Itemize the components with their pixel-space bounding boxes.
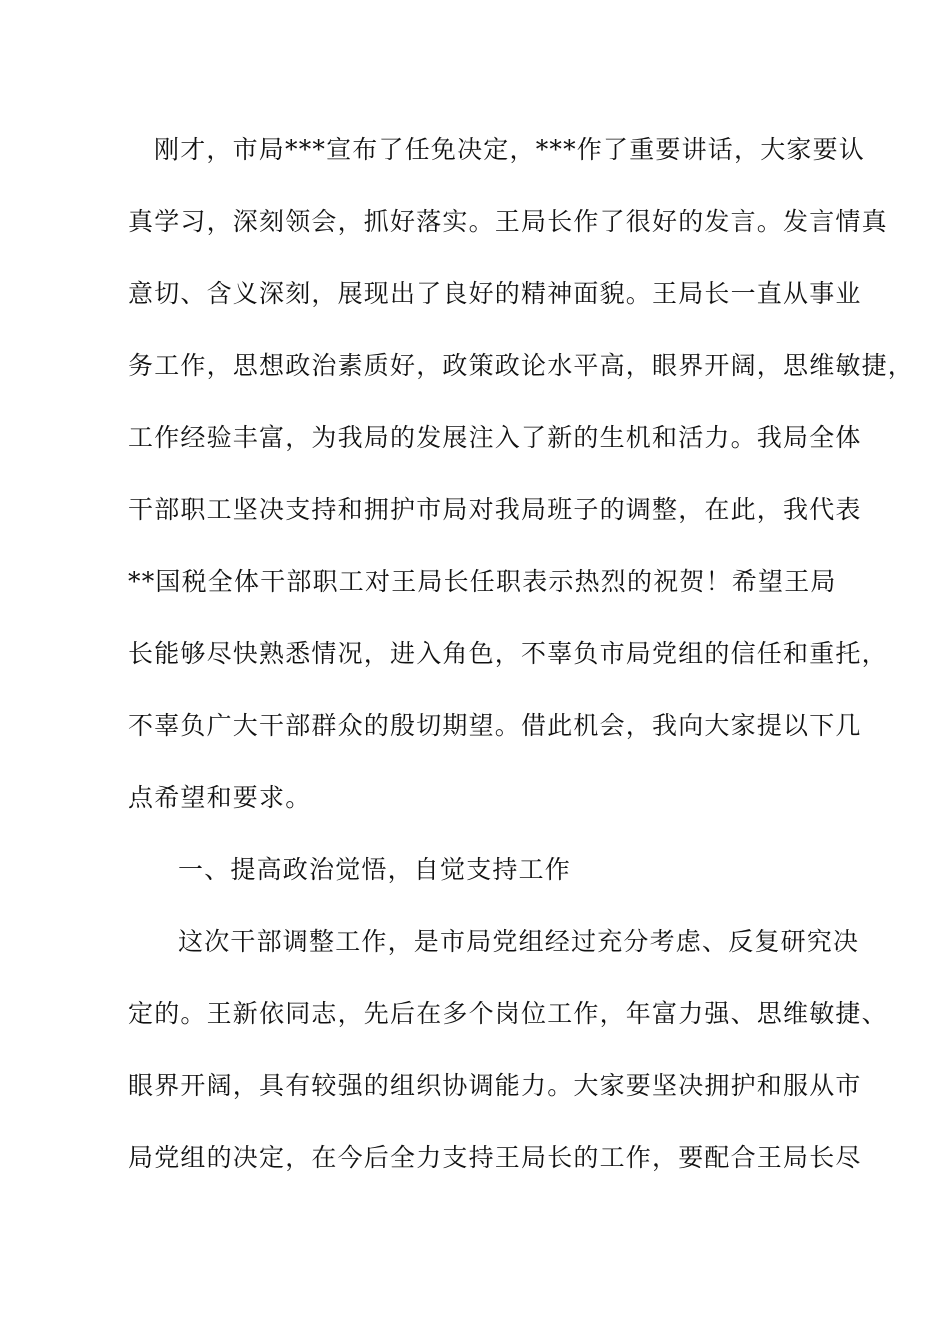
paragraph-2-line-4: 局党组的决定，在今后全力支持王局长的工作，要配合王局长尽 [128,1143,862,1172]
paragraph-2-line-3: 眼界开阔，具有较强的组织协调能力。大家要坚决拥护和服从市 [128,1071,862,1100]
paragraph-2-line-1: 这次干部调整工作，是市局党组经过充分考虑、反复研究决 [178,927,860,956]
paragraph-1-line-5: 工作经验丰富，为我局的发展注入了新的生机和活力。我局全体 [128,423,862,452]
paragraph-1-line-7: **国税全体干部职工对王局长任职表示热烈的祝贺！希望王局 [128,567,837,596]
paragraph-1-line-4: 务工作，思想政治素质好，政策政论水平高，眼界开阔，思维敏捷， [128,351,915,380]
paragraph-1-line-8: 长能够尽快熟悉情况，进入角色，不辜负市局党组的信任和重托， [128,639,888,668]
paragraph-1-line-10: 点希望和要求。 [128,783,312,812]
paragraph-1-line-6: 干部职工坚决支持和拥护市局对我局班子的调整，在此，我代表 [128,495,862,524]
paragraph-1-line-2: 真学习，深刻领会，抓好落实。王局长作了很好的发言。发言情真 [128,207,888,236]
paragraph-1-line-3: 意切、含义深刻，展现出了良好的精神面貌。王局长一直从事业 [128,279,862,308]
section-heading-1: 一、提高政治觉悟，自觉支持工作 [178,855,572,884]
paragraph-1-line-9: 不辜负广大干部群众的殷切期望。借此机会，我向大家提以下几 [128,711,862,740]
paragraph-2-line-2: 定的。王新依同志，先后在多个岗位工作，年富力强、思维敏捷、 [128,999,888,1028]
paragraph-1-line-1: 刚才，市局***宣布了任免决定，***作了重要讲话，大家要认 [154,135,866,164]
